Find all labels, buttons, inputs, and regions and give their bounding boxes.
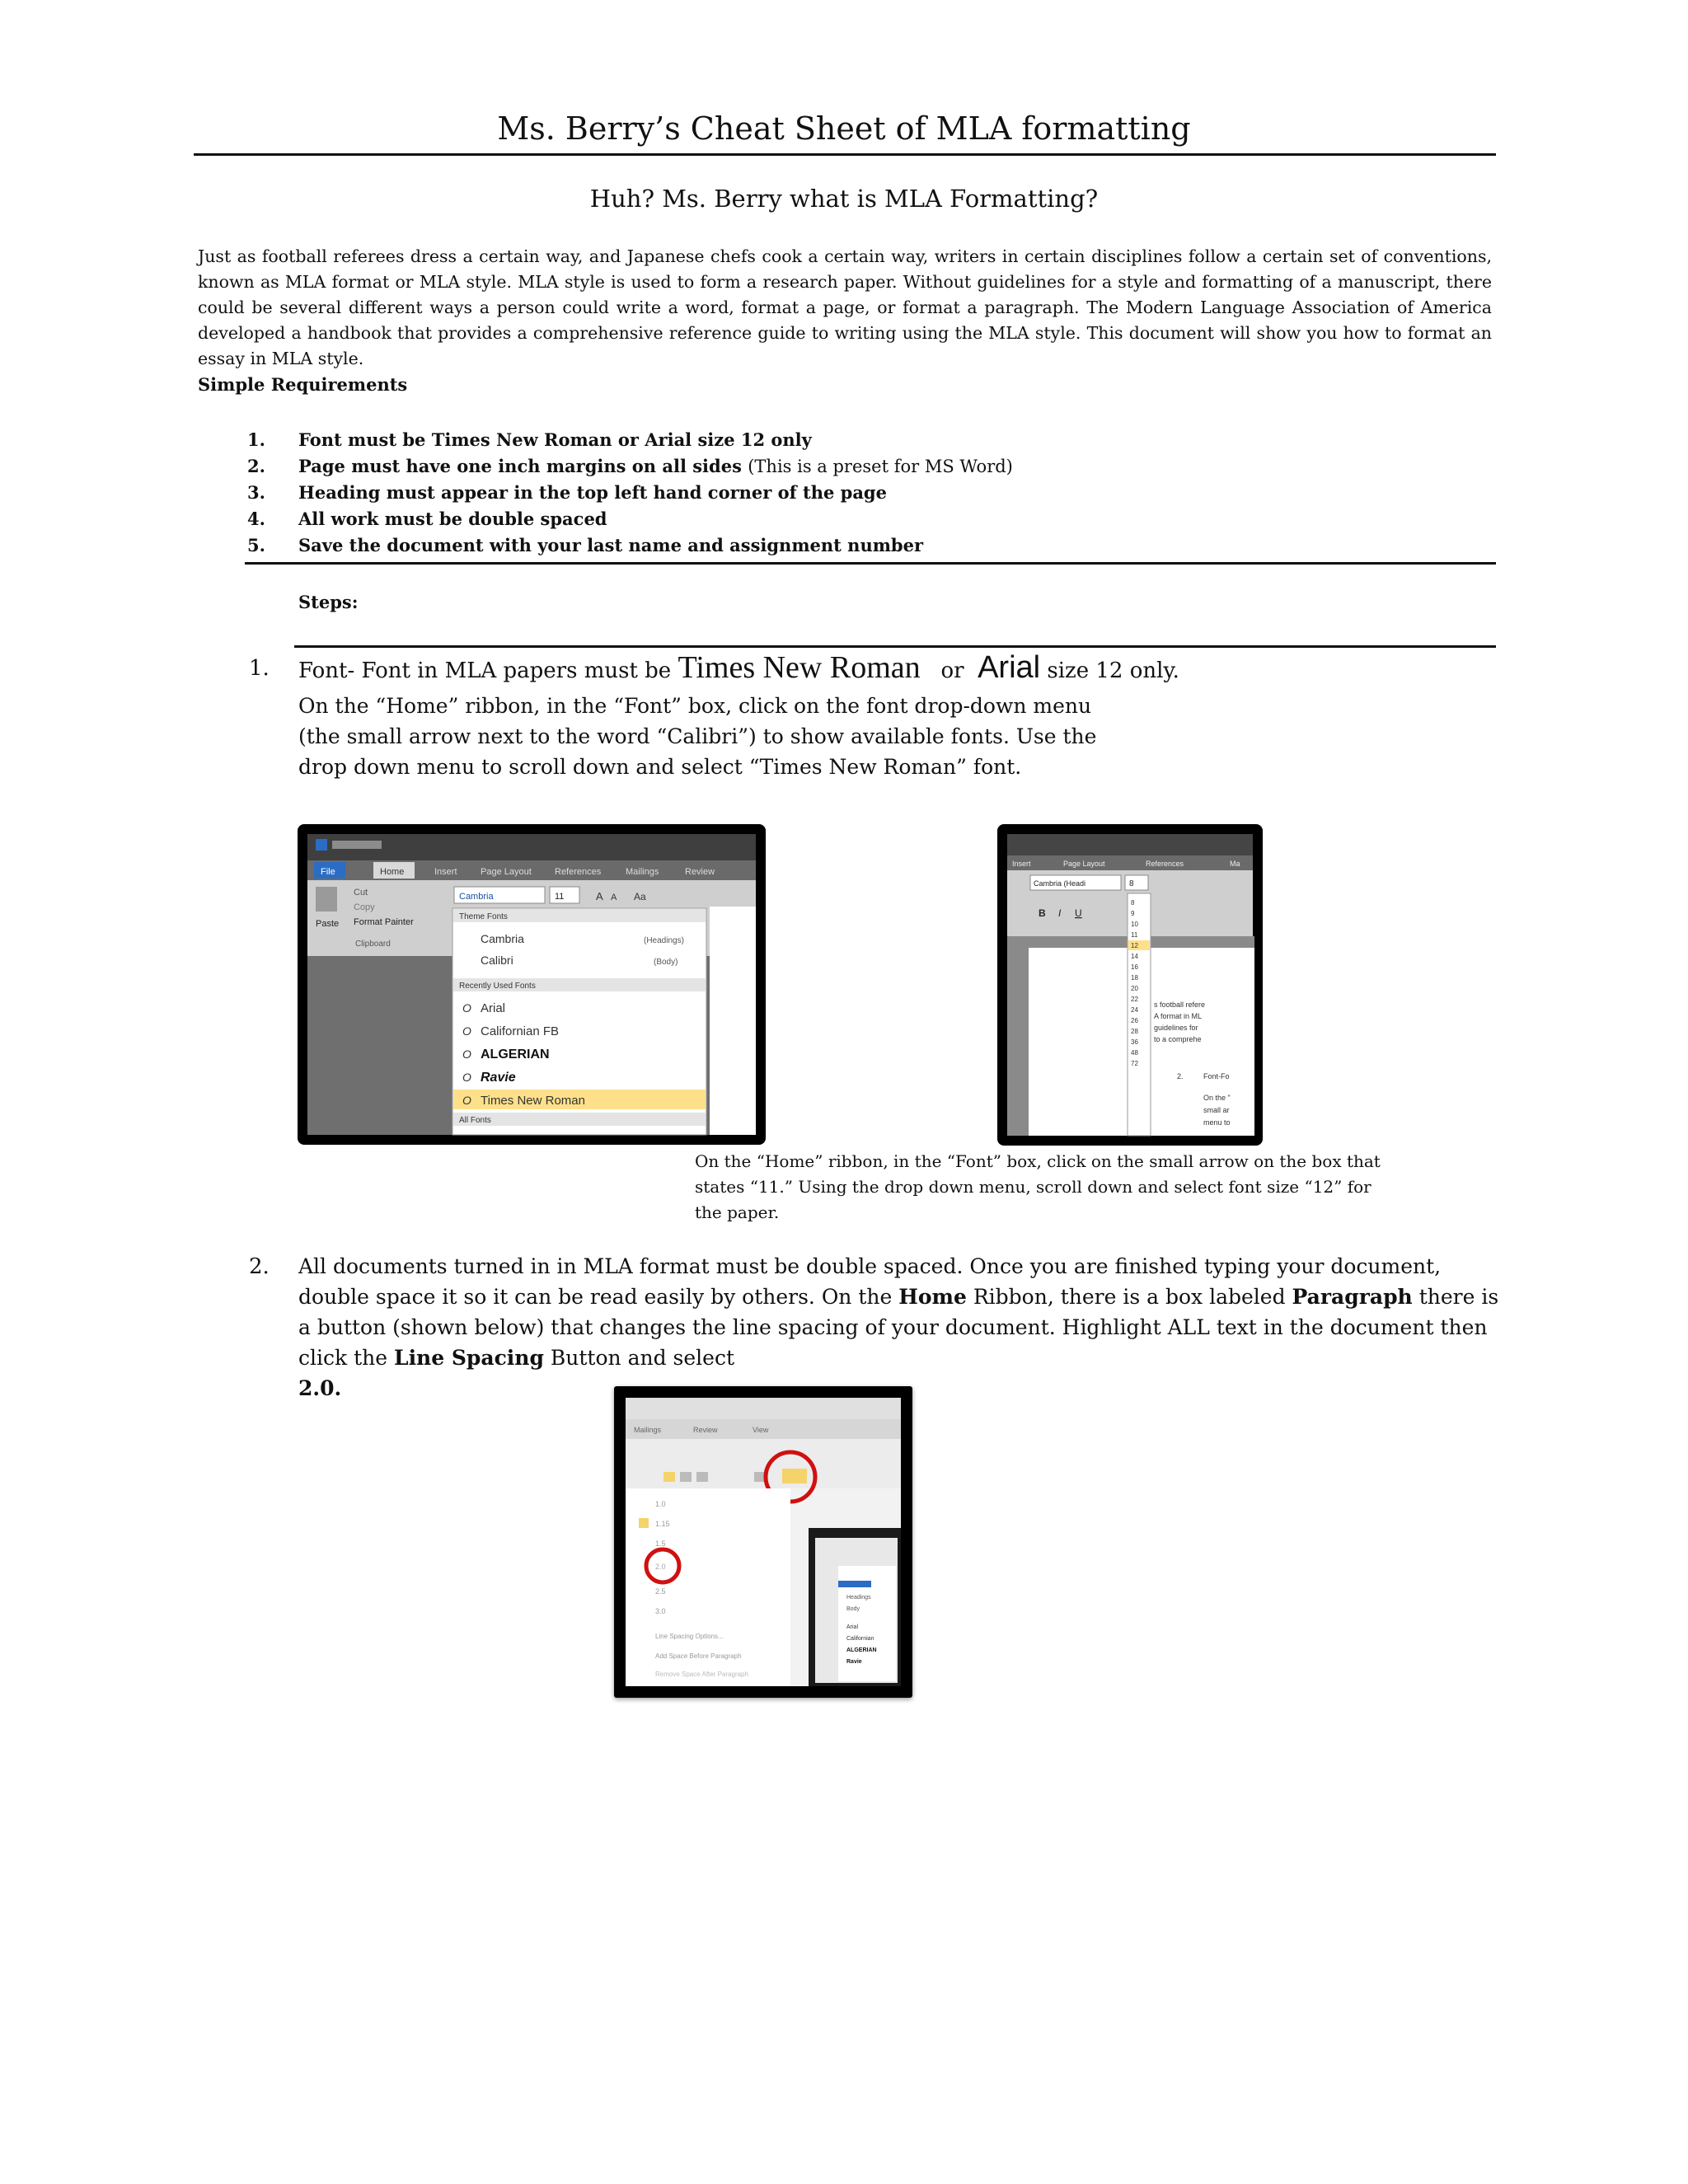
svg-text:O: O	[462, 1047, 471, 1061]
size-option: 72	[1131, 1060, 1138, 1067]
size-option-selected: 12	[1131, 942, 1138, 949]
requirement-text: Heading must appear in the top left hand corner of the page	[298, 482, 887, 503]
size-option: 26	[1131, 1017, 1138, 1024]
recent-font-item-selected: Times New Roman	[481, 1094, 585, 1108]
requirements-rule	[245, 562, 1496, 565]
step2-home: Home	[898, 1285, 967, 1309]
size-tab: Ma	[1230, 860, 1240, 868]
size-tab: References	[1146, 860, 1184, 868]
step-number: 2.	[249, 1254, 270, 1279]
recent-font-item: Ravie	[481, 1071, 516, 1085]
doc-sub: menu to	[1203, 1118, 1231, 1127]
requirement-item	[247, 506, 1236, 532]
recent-font-item: ALGERIAN	[481, 1047, 550, 1062]
svg-text:Aa: Aa	[634, 891, 646, 902]
doc-sub: small ar	[1203, 1106, 1230, 1114]
copy-label: Copy	[354, 902, 375, 912]
inset-item: Headings	[846, 1595, 871, 1601]
paste-label: Paste	[316, 919, 340, 929]
size-option: 9	[1131, 910, 1135, 917]
tab-page-layout: Page Layout	[481, 867, 532, 877]
size-option: 11	[1131, 931, 1138, 939]
requirement-note: (This is a preset for MS Word)	[748, 457, 1013, 476]
doc-line: to a comprehe	[1154, 1035, 1202, 1043]
doc-step-text: Font-Fo	[1203, 1072, 1230, 1080]
recent-fonts-label: Recently Used Fonts	[459, 982, 536, 991]
font-size-illustration	[997, 824, 1263, 1146]
tab-references: References	[555, 867, 602, 877]
size-tab: Insert	[1012, 860, 1031, 868]
size-option: 20	[1131, 985, 1138, 992]
step1-lead: Font-	[298, 658, 355, 683]
size-option: 14	[1131, 953, 1138, 960]
size-font-box: Cambria (Headi	[1034, 879, 1086, 888]
ls-option: 1.0	[655, 1500, 666, 1508]
tab-review: Review	[685, 867, 715, 877]
size-tab: Page Layout	[1063, 860, 1105, 868]
svg-text:O: O	[462, 1094, 471, 1107]
requirement-number: 3.	[247, 482, 265, 503]
recent-font-item: Californian FB	[481, 1024, 560, 1038]
requirement-text: All work must be double spaced	[298, 509, 607, 529]
cut-label: Cut	[354, 888, 368, 898]
step2-text: there is a button (shown below) that changes the line spacing of your document. Highlight ALL text in the document then click the	[298, 1285, 1499, 1370]
size-option: 18	[1131, 974, 1138, 982]
ls-option-selected: 2.0	[655, 1563, 666, 1571]
inset-item: Californian	[846, 1636, 874, 1642]
ls-tab: View	[753, 1426, 769, 1434]
or-label: or	[940, 658, 964, 683]
theme-font-item: Calibri	[481, 954, 513, 967]
step2-value: 2.0.	[298, 1376, 342, 1400]
svg-text:B: B	[1039, 907, 1046, 919]
theme-font-role: (Body)	[654, 958, 678, 967]
ls-option: 2.5	[655, 1587, 666, 1596]
tab-insert: Insert	[434, 867, 457, 877]
requirement-item	[247, 532, 1236, 559]
size-box: 11	[555, 892, 565, 902]
ls-add-before: Add Space Before Paragraph	[655, 1652, 742, 1660]
all-fonts-label: All Fonts	[459, 1116, 491, 1125]
step2-paragraph: Paragraph	[1292, 1285, 1413, 1309]
line-spacing-illustration	[614, 1386, 912, 1698]
requirement-text: Save the document with your last name and assignment number	[298, 535, 924, 555]
clipboard-label: Clipboard	[355, 940, 391, 949]
size-option: 28	[1131, 1028, 1138, 1035]
doc-line: s football refere	[1154, 1001, 1206, 1009]
requirement-text: Font must be Times New Roman or Arial size 12 only	[298, 429, 812, 450]
step-number: 1.	[249, 656, 270, 681]
inset-item: Ravie	[846, 1659, 862, 1665]
font-size-screenshot	[997, 824, 1263, 1146]
steps-heading: Steps:	[298, 592, 359, 612]
inset-item: ALGERIAN	[846, 1647, 877, 1653]
inset-item: Arial	[846, 1624, 859, 1630]
size-size-box: 8	[1129, 879, 1134, 888]
size-option: 8	[1131, 899, 1135, 907]
theme-fonts-label: Theme Fonts	[459, 912, 508, 921]
step2-line-spacing: Line Spacing	[393, 1346, 544, 1370]
steps-rule	[294, 645, 1496, 648]
requirement-number: 4.	[247, 509, 265, 529]
size-option: 22	[1131, 996, 1138, 1003]
requirement-item	[247, 453, 1236, 480]
step2-text: Ribbon, there is a box labeled	[966, 1285, 1292, 1309]
svg-text:U: U	[1075, 907, 1082, 919]
ls-tab: Review	[693, 1426, 718, 1434]
svg-text:A: A	[611, 893, 617, 902]
font-menu-illustration	[298, 824, 766, 1145]
doc-line: A format in ML	[1154, 1012, 1203, 1020]
font-size-caption: On the “Home” ribbon, in the “Font” box, click on the small arrow on the box that states “11.” Using the drop down menu, scroll down and select font size “12” for the paper.	[695, 1151, 1381, 1222]
requirement-number: 2.	[247, 456, 265, 476]
doc-line: guidelines for	[1154, 1024, 1198, 1032]
step1-heading	[298, 649, 1179, 686]
step2-body	[298, 1251, 1502, 1404]
doc-sub: On the "	[1203, 1094, 1231, 1102]
svg-text:A: A	[596, 890, 603, 902]
inset-item: Body	[846, 1606, 860, 1612]
ls-options-link: Line Spacing Options...	[655, 1633, 724, 1640]
svg-text:O: O	[462, 1024, 471, 1038]
requirement-item	[247, 480, 1236, 506]
title-rule	[194, 153, 1496, 156]
line-spacing-screenshot	[614, 1386, 912, 1698]
size-option: 24	[1131, 1006, 1138, 1014]
intro-paragraph: Just as football referees dress a certain way, and Japanese chefs cook a certain way, writers in certain disciplines follow a certain set of conventions, known as MLA format or MLA style. MLA style is used to form a research paper. Without guidelines for a style and formatting of a manuscript, there could be several different ways a person could write a word, format a page, or format a paragraph. The Modern Language Association of America developed a handbook that provides a comprehensive reference guide to writing using the MLA style. This document will show you how to format an essay in MLA style.	[198, 246, 1492, 368]
font-box: Cambria	[459, 892, 494, 902]
size-option: 10	[1131, 921, 1138, 928]
step1-body: On the “Home” ribbon, in the “Font” box, click on the font drop-down menu (the small arrow next to the word “Calibri”) to show available fonts. Use the drop down menu to scroll down and select “Times New Roman” font.	[298, 694, 1097, 779]
tab-home: Home	[380, 867, 405, 877]
size-option: 16	[1131, 963, 1138, 971]
size-option: 36	[1131, 1038, 1138, 1046]
svg-text:O: O	[462, 1001, 471, 1015]
requirement-number: 5.	[247, 535, 265, 555]
subtitle: Huh? Ms. Berry what is MLA Formatting?	[589, 185, 1099, 213]
ls-option: 1.15	[655, 1520, 670, 1528]
requirement-item	[247, 427, 1236, 453]
requirement-text: Page must have one inch margins on all sides	[298, 456, 742, 476]
theme-font-item: Cambria	[481, 932, 524, 945]
svg-text:I: I	[1058, 907, 1062, 919]
ls-tab: Mailings	[634, 1426, 662, 1434]
ls-remove-after: Remove Space After Paragraph	[655, 1671, 748, 1678]
size-option: 48	[1131, 1049, 1138, 1057]
format-painter-label: Format Painter	[354, 917, 414, 927]
size-label: size 12 only.	[1047, 658, 1179, 683]
step2-text: Button and select	[543, 1346, 734, 1370]
tab-file: File	[321, 867, 335, 877]
requirement-number: 1.	[247, 429, 265, 450]
recent-font-item: Arial	[481, 1001, 506, 1015]
page-title: Ms. Berry’s Cheat Sheet of MLA formatting	[497, 110, 1191, 147]
theme-font-role: (Headings)	[644, 936, 684, 945]
simple-requirements-heading: Simple Requirements	[198, 374, 408, 395]
doc-step-num: 2.	[1177, 1072, 1184, 1080]
step1-text: Font in MLA papers must be	[354, 658, 678, 683]
tab-mailings: Mailings	[626, 867, 659, 877]
times-sample: Times New Roman	[678, 650, 921, 685]
ls-option: 1.5	[655, 1540, 666, 1548]
font-menu-screenshot	[298, 824, 766, 1145]
step2-text: All documents turned in in MLA format must be double spaced. Once you are finished typing your document, double space it so it can be read easily by others. On the	[298, 1254, 1442, 1309]
ls-option: 3.0	[655, 1607, 666, 1615]
arial-sample: Arial	[978, 650, 1041, 685]
svg-text:O: O	[462, 1071, 471, 1084]
